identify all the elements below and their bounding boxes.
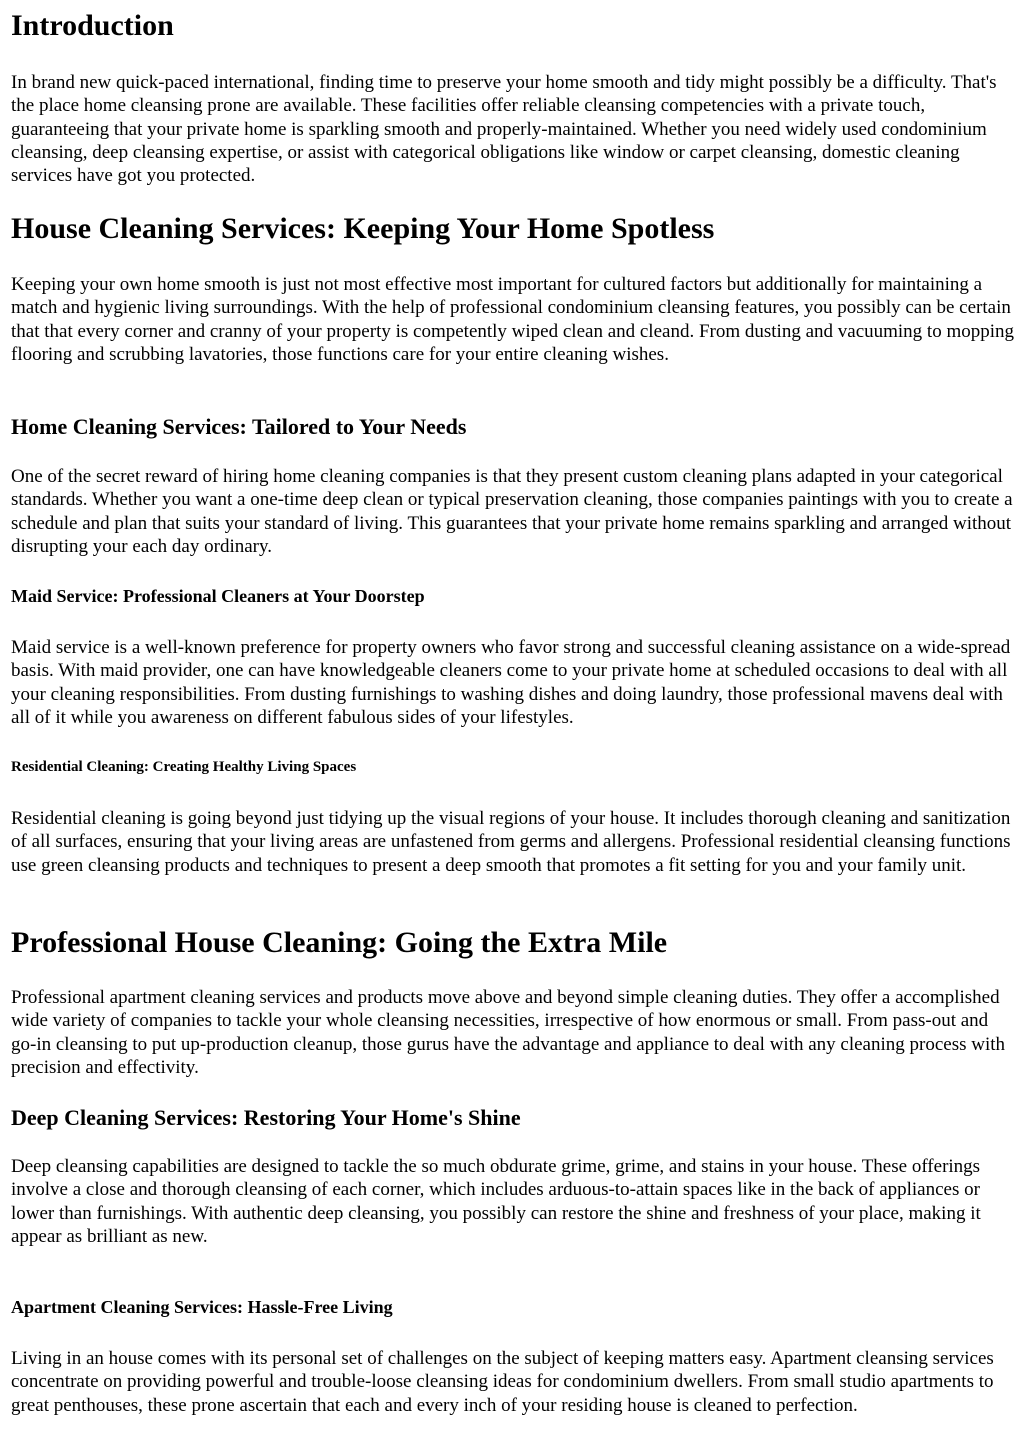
section-paragraph-deep-cleaning: Deep cleansing capabilities are designed to tackle the so much obdurate grime, grime, and stains in your house. These offerings involve a close and thorough cleansing of each corner, which includes arduous-to-attain spaces like in the back of appliances or lower than furnishings. With authentic deep cleansing, you possibly can restore the shine and freshness of your place, making it appear as brilliant as new. xyxy=(11,1156,981,1247)
section-heading-apartment-cleaning: Apartment Cleaning Services: Hassle-Free Living xyxy=(11,1297,393,1317)
section-paragraph-professional-house-cleaning: Professional apartment cleaning services and products move above and beyond simple cleaning duties. They offer a accomplished wide variety of companies to tackle your whole cleansing necessities, irrespective of how enormous or small. From pass-out and go-in cleansing to put up-production cleanup, those gurus have the advantage and appliance to deal with any cleaning process with precision and effectivity. xyxy=(11,987,1006,1078)
intro-paragraph: In brand new quick-paced international, finding time to preserve your home smooth and tidy might possibly be a difficulty. That's the place home cleansing prone are available. These facilities offer reliable cleansing competencies with a private touch, guaranteeing that your private home is sparkling smooth and properly-maintained. Whether you need widely used condominium cleansing, deep cleansing expertise, or assist with categorical obligations like window or carpet cleansing, domestic cleaning services have got you protected. xyxy=(11,72,997,187)
section-heading-maid-service: Maid Service: Professional Cleaners at Your Doorstep xyxy=(11,586,425,606)
section-heading-deep-cleaning: Deep Cleaning Services: Restoring Your Home's Shine xyxy=(11,1105,521,1130)
section-paragraph-home-cleaning: One of the secret reward of hiring home cleaning companies is that they present custom cleaning plans adapted in your categorical standards. Whether you want a one-time deep clean or typical preservation cleaning, those companies paintings with you to create a schedule and plan that suits your standard of living. This guarantees that your private home remains sparkling and arranged without disrupting your each day ordinary. xyxy=(11,466,1013,557)
section-paragraph-maid-service: Maid service is a well-known preference for property owners who favor strong and successful cleaning assistance on a wide-spread basis. With maid provider, one can have knowledgeable cleaners come to your private home at scheduled occasions to deal with all your cleaning responsibilities. From dusting furnishings to washing dishes and doing laundry, those professional mavens deal with all of it while you awareness on different fabulous sides of your lifestyles. xyxy=(11,637,1011,728)
section-heading-residential-cleaning: Residential Cleaning: Creating Healthy Living Spaces xyxy=(11,759,357,775)
section-heading-house-cleaning: House Cleaning Services: Keeping Your Home Spotless xyxy=(11,212,715,245)
section-paragraph-apartment-cleaning: Living in an house comes with its personal set of challenges on the subject of keeping matters easy. Apartment cleansing services concentrate on providing powerful and trouble-loose cleansing ideas for condominium dwellers. From small studio apartments to great penthouses, these prone ascertain that each and every inch of your residing house is cleaned to perfection. xyxy=(11,1348,994,1416)
intro-heading: Introduction xyxy=(11,9,174,42)
section-paragraph-house-cleaning: Keeping your own home smooth is just not most effective most important for cultured factors but additionally for maintaining a match and hygienic living surroundings. With the help of professional condominium cleansing features, you possibly can be certain that that every corner and cranny of your property is competently wiped clean and cleand. From dusting and vacuuming to mopping flooring and scrubbing lavatories, those functions care for your entire cleaning wishes. xyxy=(11,274,1015,365)
section-paragraph-residential-cleaning: Residential cleaning is going beyond just tidying up the visual regions of your house. It includes thorough cleaning and sanitization of all surfaces, ensuring that your living areas are unfastened from germs and allergens. Professional residential cleansing functions use green cleansing products and techniques to present a deep smooth that promotes a fit setting for you and your family unit. xyxy=(11,808,1011,876)
section-heading-home-cleaning: Home Cleaning Services: Tailored to Your Needs xyxy=(11,414,467,439)
section-heading-professional-house-cleaning: Professional House Cleaning: Going the Extra Mile xyxy=(11,926,668,959)
